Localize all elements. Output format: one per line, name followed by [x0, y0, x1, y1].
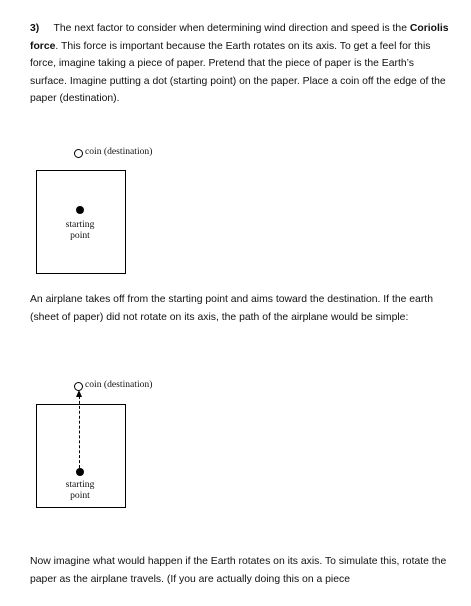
intro-text-end: . This force is important because the Earth rotates on its axis. To get a feel for this force, imagine taking a piece of paper. Pretend that the piece of paper is the Earth’s surface. Imagine putting a dot (starting point) on the paper. Place a coin off the edge of the paper (destination). — [30, 40, 446, 104]
intro-paragraph — [30, 20, 450, 108]
coin-icon — [74, 149, 83, 158]
starting-point-label: starting point — [65, 219, 95, 241]
starting-point-dot — [76, 468, 84, 476]
question-number: 3) — [30, 23, 40, 34]
starting-point-label: starting point — [65, 479, 95, 501]
starting-point-dot — [76, 206, 84, 214]
intro-text-start: The next factor to consider when determining wind direction and speed is the — [53, 23, 410, 34]
coriolis-term: Coriolis force — [30, 23, 449, 52]
rotation-paragraph: Now imagine what would happen if the Earth rotates on its axis. To simulate this, rotate the paper as the airplane travels. (If you are actually doing this on a piece — [30, 556, 447, 585]
airplane-paragraph: An airplane takes off from the starting point and aims toward the destination. If the earth (sheet of paper) did not rotate on its axis, the path of the airplane would be simple: — [30, 294, 433, 323]
airplane-path-line — [79, 396, 80, 468]
coin-label: coin (destination) — [85, 146, 153, 157]
coin-label: coin (destination) — [85, 379, 153, 390]
